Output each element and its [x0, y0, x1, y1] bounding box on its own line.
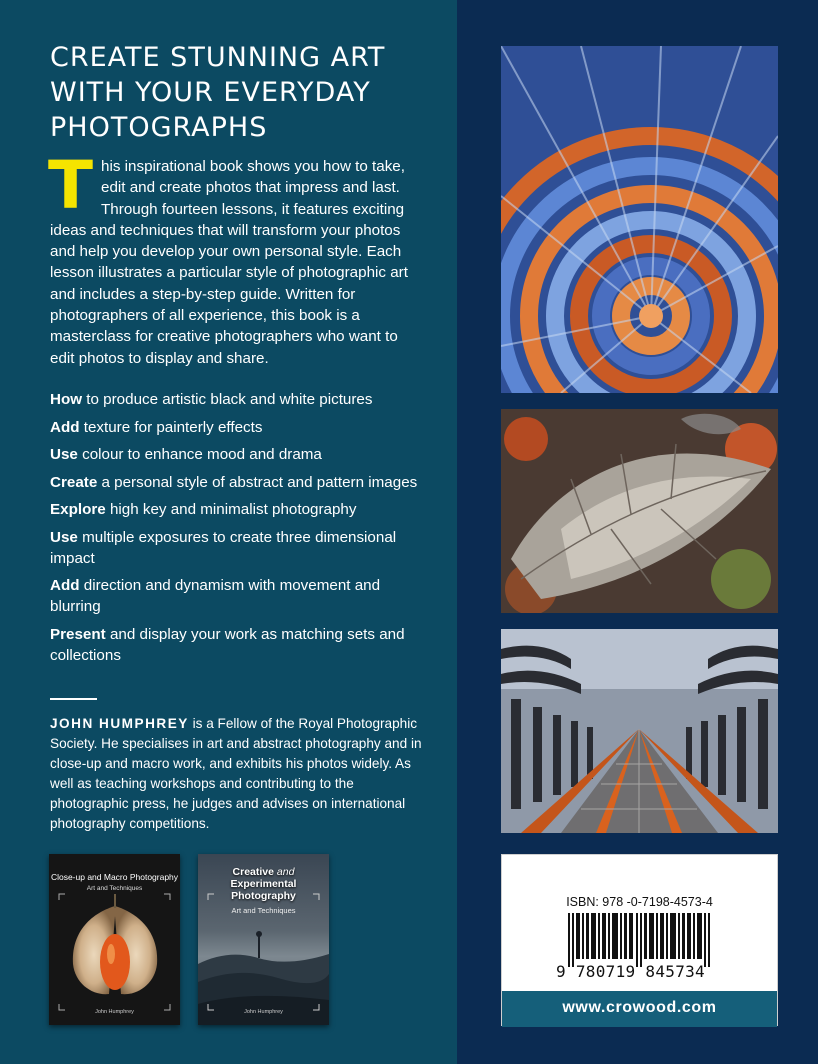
cover-heading: CREATE STUNNING ART WITH YOUR EVERYDAY PHOTOGRAPHS	[50, 42, 386, 143]
feature-lead: Use	[50, 528, 78, 546]
feature-item	[50, 444, 430, 465]
feature-lead: Use	[50, 446, 78, 463]
spiral-abstract-photo	[501, 46, 778, 393]
book-title-part: and	[276, 866, 295, 878]
website-link[interactable]: www.crowood.com	[502, 991, 777, 1027]
physalis-image	[49, 854, 180, 1025]
bio-text: is a Fellow of the Royal Photographic Society. He specialises in art and abstract photography and in close-up and macro work, and exhibits his photos widely. As well as teaching workshops and contributing to the photographic press, he judges and advises on international photography competitions.	[50, 716, 422, 832]
feature-lead: Add	[50, 577, 80, 594]
feature-item	[50, 575, 430, 617]
drop-cap: T	[48, 147, 94, 224]
feature-item	[50, 624, 430, 666]
feature-text: texture for painterly effects	[79, 418, 263, 436]
book-cover-macro	[49, 854, 180, 1025]
feature-text: a personal style of abstract and pattern images	[97, 473, 418, 491]
feature-item	[50, 417, 430, 438]
feature-text: and display your work as matching sets and collections	[50, 625, 405, 664]
feature-text: high key and minimalist photography	[105, 501, 357, 518]
book-author: John Humphrey	[244, 1009, 283, 1015]
feature-text: multiple exposures to create three dimensional impact	[50, 528, 397, 567]
barcode-panel	[501, 854, 778, 1026]
book-title-part: Creative	[232, 866, 274, 878]
feature-text: colour to enhance mood and drama	[77, 446, 322, 463]
feature-text: direction and dynamism with movement and blurring	[50, 577, 381, 615]
author-name: JOHN HUMPHREY	[50, 716, 189, 731]
book-title: Close-up and Macro Photography	[50, 872, 179, 882]
feature-lead: Create	[50, 473, 98, 491]
barcode-digits: 9 780719 845734	[556, 962, 705, 981]
book-cover-creative	[198, 854, 329, 1025]
book-subtitle: Art and Techniques	[231, 906, 296, 915]
mirrored-walkway-photo	[501, 629, 778, 833]
barcode-icon	[568, 913, 714, 967]
feature-item	[50, 389, 430, 410]
feature-item	[50, 527, 430, 569]
feature-lead: Add	[50, 418, 80, 436]
feature-lead: Present	[50, 625, 106, 643]
isbn-text: ISBN: 978 -0-7198-4573-4	[566, 895, 713, 909]
feature-item	[50, 499, 430, 520]
feature-text: to produce artistic black and white pictures	[82, 391, 373, 408]
feature-list	[50, 389, 430, 672]
frosted-leaf-photo	[501, 409, 778, 613]
book-title	[198, 866, 329, 902]
book-author: John Humphrey	[95, 1009, 134, 1015]
intro-paragraph	[48, 147, 422, 369]
feature-lead: How	[50, 391, 83, 408]
feature-lead: Explore	[50, 501, 106, 518]
book-title-part: Experimental Photography	[230, 878, 297, 902]
intro-text: his inspirational book shows you how to take, edit and create photos that impress and last. Through fourteen lessons, it features exciting ideas and techniques that will transform your photos and help you develop your own personal style. Each lesson illustrates a particular style of photographic art and includes a step-by-step guide. Written for photographers of all experience, this book is a masterclass for creative photographers who want to edit photos to display and share.	[50, 158, 408, 367]
divider	[50, 698, 97, 700]
author-bio	[50, 714, 435, 835]
feature-item	[50, 472, 430, 493]
book-subtitle: Art and Techniques	[86, 885, 143, 892]
